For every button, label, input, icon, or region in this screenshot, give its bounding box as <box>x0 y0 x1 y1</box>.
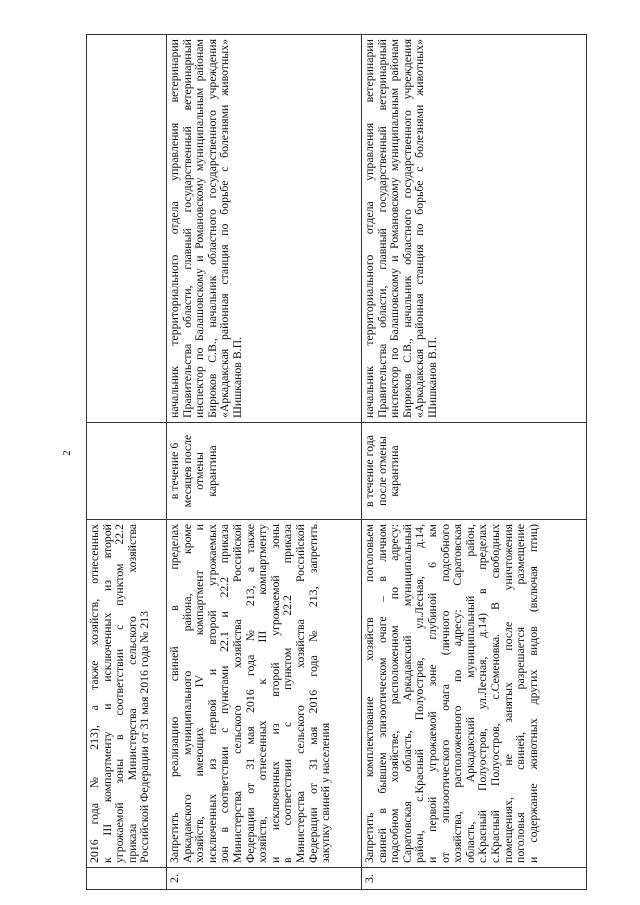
measure-line: Запретить реализацию свиней в пределах <box>167 524 181 863</box>
measure-line: и исключенных из второй угрожаемой зоны <box>267 524 282 863</box>
measure-line: и содержание животных других видов (включая птиц) <box>525 524 540 863</box>
measure-line: область, Аркадакский муниципальный район, <box>462 524 477 863</box>
measure-text <box>87 520 167 868</box>
measure-line: угрожаемой зоны в соответствии с пунктом 22.2 <box>112 524 127 863</box>
table-row <box>362 35 587 890</box>
measure-line: к III компартменту и исключенных из второй <box>99 524 114 863</box>
table-row <box>87 35 167 890</box>
measure-line: поголовья свиней, разрешается размещение <box>513 524 528 863</box>
responsible-text: начальник территориального отдела управления ветеринарии Правительства области, главный государственный ветеринарный инспектор по Балашовскому и Романовскому муниципальным районам Бирюков С.В., начальник областного государственного учреждения «Аркадакская районная станция по борьбе с болезнями животных» Шишканов В.П. <box>167 35 362 423</box>
measure-line: 2016 года № 213), а также хозяйств, отнесенных <box>87 524 101 863</box>
row-number: 3. <box>362 868 587 890</box>
measure-line: Саратовская область, Аркадакский муниципальный <box>399 524 414 863</box>
measure-line: зон в соответствии с пунктами 22.1 и 22.2 приказа <box>217 524 232 863</box>
measure-line: исключенных из первой и второй угрожаемых <box>204 524 219 863</box>
measure-line: в соответствии с пунктом 22.2 приказа <box>280 524 295 863</box>
measure-line: Федерации от 31 мая 2016 года № 213, запретить <box>305 524 320 863</box>
row-number: 2. <box>167 868 362 890</box>
measure-line: от эпизоотического очага (личного подсобного <box>437 524 452 863</box>
measure-line: Российской Федерации от 31 мая 2016 года № 213 <box>137 610 152 863</box>
row-number <box>87 868 167 890</box>
measure-text <box>167 520 362 868</box>
measure-line: Министерства сельского хозяйства Российской <box>229 524 244 863</box>
responsible-text: начальник территориального отдела управления ветеринарии Правительства области, главный государственный ветеринарный инспектор по Балашовскому и Романовскому муниципальным районам Бирюков С.В., начальник областного государственного учреждения «Аркадакская районная станция по борьбе с болезнями животных» Шишканов В.П. <box>362 35 587 423</box>
term-text: в течение 6 месяцев после отмены карантина <box>167 423 362 520</box>
measure-line: с.Красный Полуостров, с.Семеновка. В свободных <box>487 524 502 863</box>
measure-line: Запретить комплектование хозяйств поголовьем <box>362 524 376 863</box>
page-number: 2 <box>61 450 73 456</box>
measure-line: и первой угрожаемой зоне глубиной 6 км <box>424 524 439 863</box>
measure-line: подсобном хозяйстве, расположенном по адресу: <box>387 524 402 863</box>
measure-line: с.Красный Полуостров, ул.Лесная, д.14) в пределах <box>475 524 490 863</box>
responsible-text <box>87 35 167 423</box>
measure-line: свиней в бывшем эпизоотическом очаге – в личном <box>374 524 389 863</box>
measure-line: приказа Министерства сельского хозяйства <box>124 524 139 863</box>
measure-line: район, с.Красный Полуостров, ул.Лесная, д.14, <box>412 524 427 863</box>
measure-line: хозяйств, отнесенных к III компартменту <box>255 524 270 863</box>
term-text <box>87 423 167 520</box>
measure-line: помещениях, не занятых после уничтожения <box>500 524 515 863</box>
measure-line: хозяйств, имеющих IV компартмент и <box>192 524 207 863</box>
measure-line: Федерации от 31 мая 2016 года № 213, а также <box>242 524 257 863</box>
rotated-table-container <box>86 35 586 890</box>
measure-line: Министерства сельского хозяйства Российской <box>292 524 307 863</box>
table-row <box>167 35 362 890</box>
measure-line: закупку свиней у населения <box>318 722 333 863</box>
measure-text <box>362 520 587 868</box>
measure-line: Аркадакского муниципального района, кроме <box>179 524 194 863</box>
measure-line: хозяйства, расположенного по адресу: Саратовская <box>450 524 465 863</box>
term-text: в течение года после отмены карантина <box>362 423 587 520</box>
measures-table <box>86 34 587 890</box>
